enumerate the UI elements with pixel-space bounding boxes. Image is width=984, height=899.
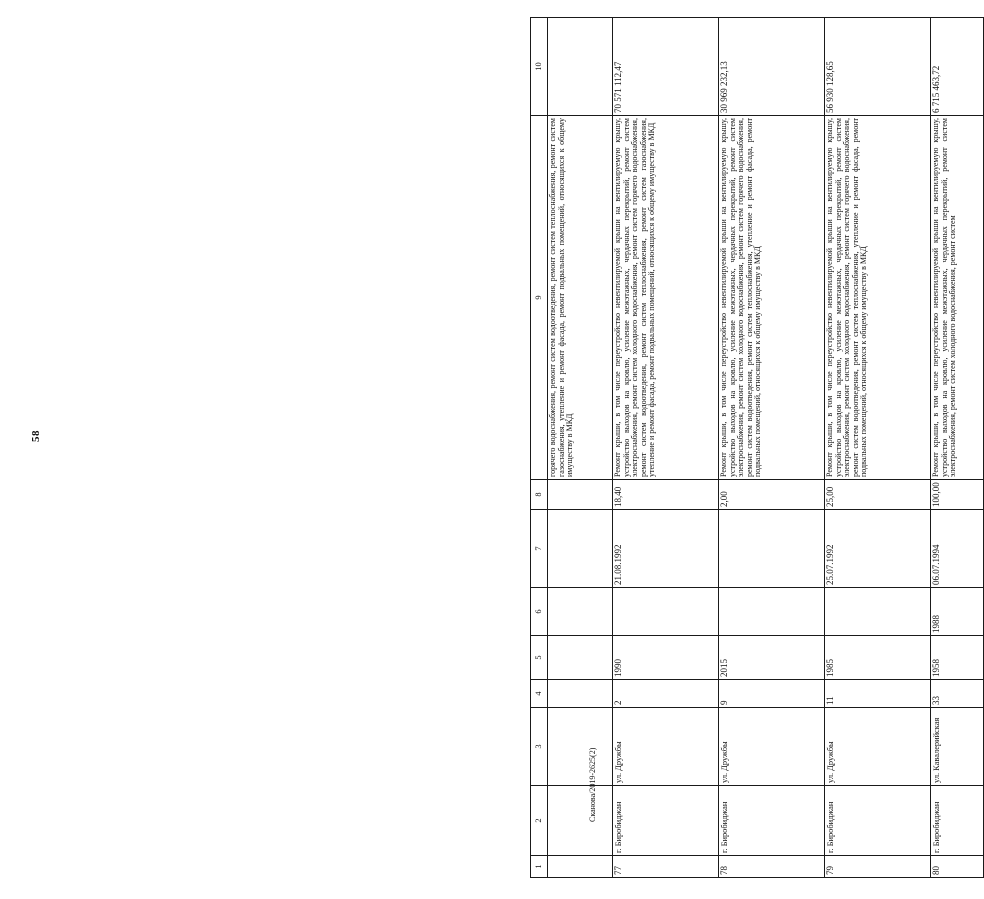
- year-reconstruction: [719, 588, 825, 636]
- date: 06.07.1994: [931, 510, 984, 588]
- table-cell: [548, 510, 613, 588]
- wear-percent: 100,00: [931, 480, 984, 510]
- table-cell: [548, 786, 613, 856]
- house-number: 11: [825, 680, 931, 708]
- work-description: Ремонт крыши, в том числе переустройство невентилируемой крыши на вентилируемую крышу, устройство выходов на кровлю, усиление межэтажных, чердачных перекрытий, ремонт систем электроснабжения, ремонт систем холодного водоснабжения, ремонт систем горячего водоснабжения, ремонт систем водоотведения, ремонт систем теплоснабжения, ремонт систем газоснабжения, утепление и ремонт фасада, ремонт подвальных помещений, относящихся к общему имуществу в МКД: [613, 116, 719, 480]
- street: ул. Дружбы: [825, 708, 931, 786]
- city: г. Биробиджан: [613, 786, 719, 856]
- cost: 30 969 232,13: [719, 18, 825, 116]
- column-number-row: [531, 18, 548, 878]
- date: 21.08.1992: [613, 510, 719, 588]
- table-row: [931, 18, 984, 878]
- work-description: Ремонт крыши, в том числе переустройство невентилируемой крыши на вентилируемую крышу, устройство выходов на кровлю, усиление межэтажных, чердачных перекрытий, ремонт систем электроснабжения, ремонт систем холодного водоснабжения, ремонт систем горячего водоснабжения, ремонт систем водоотведения, ремонт систем теплоснабжения, утепление и ремонт фасада, ремонт подвальных помещений, относящихся к общему имуществу в МКД: [825, 116, 931, 480]
- date: 25.07.1992: [825, 510, 931, 588]
- table-cell: [548, 480, 613, 510]
- page-number: 58: [30, 430, 42, 442]
- street: ул. Дружбы: [613, 708, 719, 786]
- column-header: 8: [531, 480, 548, 510]
- continuation-row: [548, 18, 613, 878]
- column-header: 6: [531, 588, 548, 636]
- table-row: [613, 18, 719, 878]
- city: г. Биробиджан: [931, 786, 984, 856]
- work-description: Ремонт крыши, в том числе переустройство невентилируемой крыши на вентилируемую крышу, устройство выходов на кровлю, усиление межэтажных, чердачных перекрытий, ремонт систем электроснабжения, ремонт систем холодного водоснабжения, ремонт систем: [931, 116, 984, 480]
- year-reconstruction: 1988: [931, 588, 984, 636]
- repair-program-table: [530, 17, 984, 878]
- year-built: 2015: [719, 636, 825, 680]
- table-cell: [548, 18, 613, 116]
- row-number: 77: [613, 856, 719, 878]
- row-number: 78: [719, 856, 825, 878]
- table-row: [719, 18, 825, 878]
- city: г. Биробиджан: [719, 786, 825, 856]
- date: [719, 510, 825, 588]
- table-cell: [548, 636, 613, 680]
- city: г. Биробиджан: [825, 786, 931, 856]
- work-description: горячего водоснабжения, ремонт систем водоотведения, ремонт систем теплоснабжения, ремонт систем газоснабжения, утепление и ремонт фасада, ремонт подвальных помещений, относящихся к общему имуществу в МКД: [548, 116, 613, 480]
- row-number: 79: [825, 856, 931, 878]
- cost: 6 715 463,72: [931, 18, 984, 116]
- table-row: [825, 18, 931, 878]
- street: ул. Дружбы: [719, 708, 825, 786]
- column-header: 7: [531, 510, 548, 588]
- column-header: 1: [531, 856, 548, 878]
- year-built: 1958: [931, 636, 984, 680]
- table-cell: [548, 680, 613, 708]
- column-header: 2: [531, 786, 548, 856]
- work-description: Ремонт крыши, в том числе переустройство невентилируемой крыши на вентилируемую крышу, устройство выходов на кровлю, усиление межэтажных, чердачных перекрытий, ремонт систем электроснабжения, ремонт систем холодного водоснабжения, ремонт систем горячего водоснабжения, ремонт систем водоотведения, ремонт систем теплоснабжения, утепление и ремонт фасада, ремонт подвальных помещений, относящихся к общему имуществу в МКД: [719, 116, 825, 480]
- year-reconstruction: [825, 588, 931, 636]
- column-header: 10: [531, 18, 548, 116]
- column-header: 4: [531, 680, 548, 708]
- street: ул. Кавалерийская: [931, 708, 984, 786]
- cost: 70 571 112,47: [613, 18, 719, 116]
- table-cell: [548, 856, 613, 878]
- column-header: 9: [531, 116, 548, 480]
- house-number: 33: [931, 680, 984, 708]
- year-reconstruction: [613, 588, 719, 636]
- document-footer: Сканова/2019-2625(2): [588, 747, 597, 822]
- table-cell: [548, 588, 613, 636]
- wear-percent: 2,00: [719, 480, 825, 510]
- year-built: 1985: [825, 636, 931, 680]
- table-cell: [548, 708, 613, 786]
- year-built: 1990: [613, 636, 719, 680]
- column-header: 3: [531, 708, 548, 786]
- wear-percent: 25,00: [825, 480, 931, 510]
- wear-percent: 18,40: [613, 480, 719, 510]
- cost: 56 930 128,65: [825, 18, 931, 116]
- column-header: 5: [531, 636, 548, 680]
- house-number: 9: [719, 680, 825, 708]
- row-number: 80: [931, 856, 984, 878]
- house-number: 2: [613, 680, 719, 708]
